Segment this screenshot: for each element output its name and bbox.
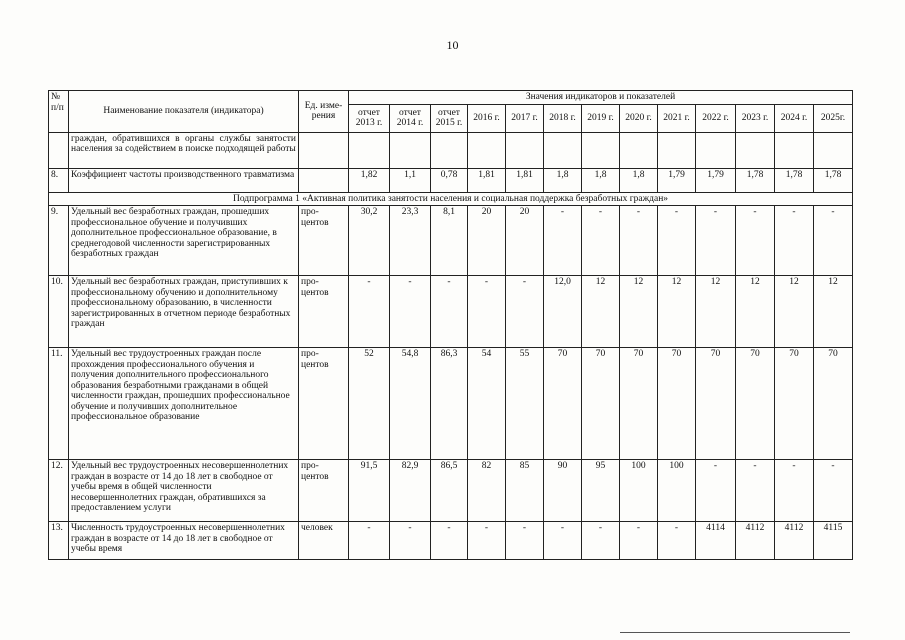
table-row [49,132,853,168]
row-value: 100 [620,460,658,522]
row-value [390,132,431,168]
row-name: Удельный вес трудоустроенных несовершеннолетних граждан в возрасте от 14 до 18 лет в свободное от учебы время в общей численности несовершеннолетних граждан, обратившихся за предоставлением услуги [69,460,299,522]
row-value: - [658,206,696,276]
row-value: 70 [736,348,775,460]
row-value [658,132,696,168]
row-value: 1,82 [349,168,390,192]
row-value: - [582,206,620,276]
row-value: 95 [582,460,620,522]
row-value [582,132,620,168]
row-number: 13. [49,522,69,560]
scan-edge-line [620,632,850,633]
subprogram-row [49,192,853,206]
row-value: 70 [582,348,620,460]
row-number [49,132,69,168]
row-value: 1,8 [582,168,620,192]
row-unit: про-центов [299,460,349,522]
row-value: 86,3 [431,348,468,460]
row-value: 1,79 [696,168,736,192]
row-value: 91,5 [349,460,390,522]
row-unit [299,132,349,168]
row-name: Численность трудоустроенных несовершеннолетних граждан в возрасте от 14 до 18 лет в свободное от учебы время [69,522,299,560]
row-value: - [349,522,390,560]
row-value: 4112 [775,522,814,560]
row-unit [299,168,349,192]
row-value: - [431,276,468,348]
row-value: 1,8 [544,168,582,192]
row-value: 8,1 [431,206,468,276]
header-unit: Ед. изме-рения [299,91,349,133]
row-value: 20 [506,206,544,276]
row-unit: про-центов [299,206,349,276]
row-value: 1,78 [736,168,775,192]
row-value: - [390,276,431,348]
row-value: 1,81 [468,168,506,192]
row-value: - [544,522,582,560]
row-value: 54 [468,348,506,460]
row-value [736,132,775,168]
table-row [49,168,853,192]
row-value: - [506,276,544,348]
row-value: - [506,522,544,560]
table-row [49,276,853,348]
row-value: 1,8 [620,168,658,192]
row-value: - [696,206,736,276]
row-value: - [349,276,390,348]
row-value: 12 [814,276,853,348]
row-value [544,132,582,168]
row-name: Удельный вес трудоустроенных граждан после прохождения профессионального обучения и получения дополнительного профессионального образования безработными гражданами в общей численности граждан, прошедших профессиональное обучение и получивших дополнительное профессиональное образование [69,348,299,460]
row-number: 11. [49,348,69,460]
row-value: - [468,522,506,560]
row-value: 1,81 [506,168,544,192]
row-value: 30,2 [349,206,390,276]
row-value: 85 [506,460,544,522]
row-value: 70 [814,348,853,460]
row-name: Удельный вес безработных граждан, приступивших к профессиональному обучению и дополнительному профессиональному образованию, в численности зарегистрированных в отчетном периоде безработных граждан [69,276,299,348]
row-value: 54,8 [390,348,431,460]
header-year: 2023 г. [736,104,775,132]
row-value: 70 [544,348,582,460]
row-unit: про-центов [299,276,349,348]
row-value: 1,78 [814,168,853,192]
row-value: 52 [349,348,390,460]
header-year: 2019 г. [582,104,620,132]
row-value: 90 [544,460,582,522]
row-value: 82 [468,460,506,522]
row-value [468,132,506,168]
header-year: отчет 2015 г. [431,104,468,132]
row-value [814,132,853,168]
table-row [49,206,853,276]
row-number: 8. [49,168,69,192]
row-name: Удельный вес безработных граждан, прошедших профессиональное обучение и получивших дополнительное профессиональное образование, в среднегодовой численности зарегистрированных безработных граждан [69,206,299,276]
row-value: 55 [506,348,544,460]
header-name: Наименование показателя (индикатора) [69,91,299,133]
header-year: 2024 г. [775,104,814,132]
row-value: 12 [658,276,696,348]
row-value: 70 [775,348,814,460]
row-value [775,132,814,168]
row-value: - [468,276,506,348]
row-value: - [775,460,814,522]
row-value [506,132,544,168]
row-number: 10. [49,276,69,348]
header-year: 2016 г. [468,104,506,132]
header-year: отчет 2014 г. [390,104,431,132]
row-value: - [620,206,658,276]
header-values-group: Значения индикаторов и показателей [349,91,853,105]
header-year: 2020 г. [620,104,658,132]
row-value [349,132,390,168]
header-year: 2022 г. [696,104,736,132]
subprogram-title: Подпрограмма 1 «Активная политика занятости населения и социальная поддержка безработных граждан» [49,192,853,206]
row-name: граждан, обратившихся в органы службы занятости населения за содействием в поиске подходящей работы [69,132,299,168]
row-value: 12 [775,276,814,348]
row-value: 12 [620,276,658,348]
row-value: 4112 [736,522,775,560]
row-value [431,132,468,168]
row-value: 1,79 [658,168,696,192]
row-value: 4114 [696,522,736,560]
row-value: - [814,460,853,522]
row-value: - [620,522,658,560]
page-number: 10 [446,38,459,52]
row-value: 12 [696,276,736,348]
row-value: - [775,206,814,276]
row-value: 12 [736,276,775,348]
row-value: 12 [582,276,620,348]
row-value: - [390,522,431,560]
row-value: 12,0 [544,276,582,348]
row-value: 70 [696,348,736,460]
row-value [620,132,658,168]
header-year: 2021 г. [658,104,696,132]
row-name: Коэффициент частоты производственного травматизма [69,168,299,192]
row-value: - [736,206,775,276]
row-value: - [814,206,853,276]
row-value: - [696,460,736,522]
header-num: № п/п [49,91,69,133]
row-value: 1,1 [390,168,431,192]
row-value: - [658,522,696,560]
row-value: 1,78 [775,168,814,192]
row-value: 23,3 [390,206,431,276]
header-year: отчет 2013 г. [349,104,390,132]
row-number: 12. [49,460,69,522]
row-value: 70 [620,348,658,460]
row-value: 82,9 [390,460,431,522]
row-value: - [736,460,775,522]
row-value: - [582,522,620,560]
header-year: 2025г. [814,104,853,132]
header-year: 2018 г. [544,104,582,132]
row-value: - [544,206,582,276]
row-value: 70 [658,348,696,460]
table-row [49,522,853,560]
row-value: 20 [468,206,506,276]
row-value [696,132,736,168]
row-value: 4115 [814,522,853,560]
row-value: 86,5 [431,460,468,522]
row-number: 9. [49,206,69,276]
row-value: 100 [658,460,696,522]
header-year: 2017 г. [506,104,544,132]
row-unit: про-центов [299,348,349,460]
indicators-table [48,90,853,560]
row-value: - [431,522,468,560]
table-row [49,460,853,522]
table-row [49,348,853,460]
row-value: 0,78 [431,168,468,192]
row-unit: человек [299,522,349,560]
